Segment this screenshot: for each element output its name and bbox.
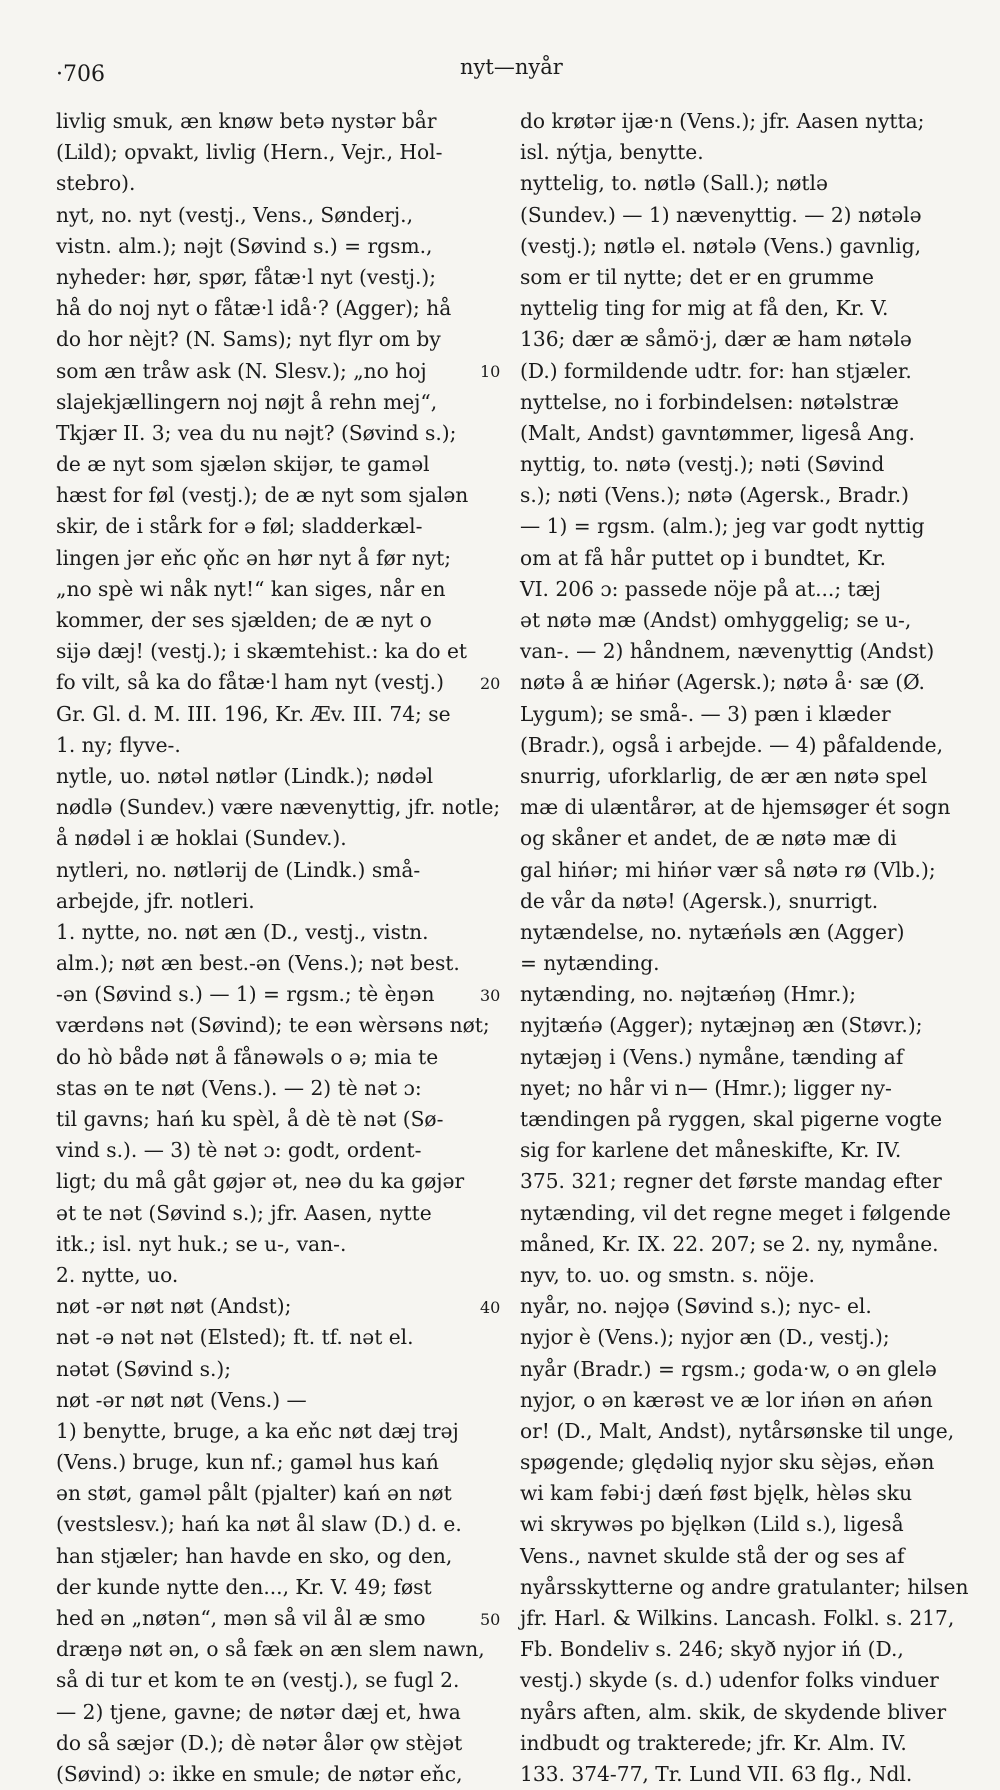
left-column-line: 1. ny; flyve-. — [56, 732, 181, 757]
right-column-line: Lygum); se små-. — 3) pæn i klæder — [520, 701, 891, 726]
left-column-line: nǝt -ə nǝt nǝt (Elsted); ft. tf. nǝt el. — [56, 1325, 414, 1350]
page-number: ·706 — [56, 62, 105, 87]
left-column-line: hæst for føl (vestj.); de æ nyt som sjalən — [56, 483, 469, 508]
right-column-line: sig for karlene det måneskifte, Kr. IV. — [520, 1138, 902, 1163]
line-number: 30 — [480, 985, 501, 1005]
left-column-line: „no spè wi nåk nyt!“ kan siges, når en — [56, 576, 446, 601]
left-column-line: de æ nyt som sjælən skijər, te gaməl — [56, 452, 430, 477]
right-column — [520, 106, 972, 1790]
left-column-line: 1) benytte, bruge, a ka eňc nøt dæj trǝj — [56, 1418, 459, 1443]
left-column-line: nǝtət (Søvind s.); — [56, 1356, 232, 1381]
left-column-line: slajekjællingern noj nøjt å rehn mej“, — [56, 389, 438, 414]
right-column-line: nyår (Bradr.) = rgsm.; goda·w, o ən glelə — [520, 1356, 937, 1381]
right-column-line: (vestj.); nøtlə el. nøtələ (Vens.) gavnlig, — [520, 233, 922, 258]
left-column-line: -ən (Søvind s.) — 1) = rgsm.; tè èŋən — [56, 982, 435, 1007]
right-column-line: nyttelig, to. nøtlə (Sall.); nøtlə — [520, 171, 828, 196]
right-column-line: og skåner et andet, de æ nøtə mæ di — [520, 826, 897, 851]
left-column-line: nøt -ər nøt nøt (Vens.) — — [56, 1387, 307, 1412]
right-column-line: som er til nytte; det er en grumme — [520, 264, 874, 289]
right-column-line: gal hińər; mi hińər vær så nøtə rø (Vlb.); — [520, 857, 936, 882]
left-column-line: itk.; isl. nyt huk.; se u-, van-. — [56, 1231, 347, 1256]
left-column-line: dræŋə nøt ən, o så fæk ən æn slem nawn, — [56, 1637, 485, 1662]
right-column-line: nyttelig ting for mig at få den, Kr. V. — [520, 296, 889, 321]
right-column-line: mæ di ulæntårər, at de hjemsøger ét sogn — [520, 795, 951, 820]
left-column-line: nytleri, no. nøtlərij de (Lindk.) små- — [56, 857, 421, 882]
right-column-line: nyårsskytterne og andre gratulanter; hilsen — [520, 1574, 969, 1599]
line-number: 10 — [480, 361, 501, 381]
left-column-line: 2. nytte, uo. — [56, 1262, 179, 1287]
right-column-line: nyårs aften, alm. skik, de skydende bliver — [520, 1699, 947, 1724]
left-column-line: stebro). — [56, 171, 136, 196]
right-column-line: nyjtæńə (Agger); nytæjnəŋ æn (Støvr.); — [520, 1013, 923, 1038]
right-column-line: s.); nøti (Vens.); nøtə (Agersk., Bradr.) — [520, 483, 910, 508]
left-column-line: — 2) tjene, gavne; de nøtər dæj et, hwa — [56, 1699, 461, 1724]
right-column-line: tændingen på ryggen, skal pigerne vogte — [520, 1107, 943, 1131]
right-column-line: jfr. Harl. & Wilkins. Lancash. Folkl. s. 217, — [520, 1606, 955, 1630]
left-column-line: alm.); nøt æn best.-ən (Vens.); nǝt best. — [56, 951, 460, 976]
left-column-line: ən støt, gaməl pålt (pjalter) kań ən nøt — [56, 1481, 452, 1506]
right-column-line: 133. 374-77, Tr. Lund VII. 63 flg., Ndl. — [520, 1761, 913, 1786]
left-column-line: han stjæler; han havde en sko, og den, — [56, 1543, 453, 1568]
right-column-line: måned, Kr. IX. 22. 207; se 2. ny, nymåne. — [520, 1231, 939, 1256]
right-column-line: indbudt og trakterede; jfr. Kr. Alm. IV. — [520, 1730, 907, 1755]
left-column-line: ət te nǝt (Søvind s.); jfr. Aasen, nytte — [56, 1200, 432, 1225]
right-column-line: nyjor è (Vens.); nyjor æn (D., vestj.); — [520, 1325, 890, 1350]
left-column-line: der kunde nytte den..., Kr. V. 49; føst — [56, 1574, 432, 1599]
right-column-line: wi kam fǝbi·j dæń føst bjęlk, hèləs sku — [520, 1481, 913, 1506]
right-column-line: van-. — 2) håndnem, nævenyttig (Andst) — [520, 639, 935, 664]
right-column-line: (Sundev.) — 1) nævenyttig. — 2) nøtələ — [520, 202, 922, 227]
right-column-line: (Malt, Andst) gavntømmer, ligeså Ang. — [520, 420, 915, 445]
right-column-line: nyv, to. uo. og smstn. s. nöje. — [520, 1262, 815, 1287]
right-column-line: nytænding, no. nǝjtæńəŋ (Hmr.); — [520, 982, 857, 1007]
line-number: 50 — [480, 1609, 501, 1629]
running-title: nyt—nyår — [460, 55, 563, 79]
right-column-line: 136; dær æ såmö·j, dær æ ham nøtələ — [520, 327, 912, 352]
right-column-line: nyet; no hår vi n— (Hmr.); ligger ny- — [520, 1075, 892, 1100]
left-column-line: hed ən „nøtən“, mən så vil ål æ smo — [56, 1606, 426, 1630]
left-column-line: (vestslesv.); hań ka nøt ål slaw (D.) d. e. — [56, 1512, 462, 1537]
left-column-line: do hor nèjt? (N. Sams); nyt flyr om by — [56, 327, 441, 352]
right-column-line: wi skrywəs po bjęlkən (Lild s.), ligeså — [520, 1512, 904, 1537]
right-column-line: = nytænding. — [520, 951, 660, 976]
left-column-line: nyheder: hør, spør, fåtæ·l nyt (vestj.); — [56, 264, 437, 289]
right-column-line: Vens., navnet skulde stå der og ses af — [520, 1543, 905, 1568]
right-column-line: VI. 206 ɔ: passede nöje på at...; tæj — [520, 576, 881, 601]
left-column-line: fo vilt, så ka do fåtæ·l ham nyt (vestj.) — [56, 670, 444, 695]
left-column-line: (Søvind) ɔ: ikke en smule; de nøtər eňc, — [56, 1761, 463, 1786]
left-column-line: lingen jər eňc ǫňc ən hør nyt å før nyt; — [56, 545, 452, 570]
right-column-line: snurrig, uforklarlig, de ær æn nøtə spel — [520, 763, 928, 788]
right-column-line: 375. 321; regner det første mandag efter — [520, 1169, 942, 1194]
left-column-line: til gavns; hań ku spèl, å dè tè nǝt (Sø- — [56, 1107, 444, 1131]
left-column-line: livlig smuk, æn knøw betə nystər bår — [56, 109, 437, 133]
right-column-line: (D.) formildende udtr. for: han stjæler. — [520, 358, 912, 383]
left-column-line: kommer, der ses sjælden; de æ nyt o — [56, 608, 432, 632]
left-column — [56, 106, 508, 1790]
right-column-line: nyttelse, no i forbindelsen: nøtəlstræ — [520, 389, 899, 414]
right-column-line: nytænding, vil det regne meget i følgende — [520, 1200, 951, 1225]
left-column-line: vistn. alm.); nǝjt (Søvind s.) = rgsm., — [56, 233, 433, 258]
right-column-line: (Bradr.), også i arbejde. — 4) påfaldende, — [520, 732, 943, 757]
left-column-line: Tkjær II. 3; vea du nu nǝjt? (Søvind s.); — [56, 420, 457, 445]
left-column-line: ligt; du må gåt gøjər ət, neə du ka gøjər — [56, 1169, 465, 1194]
right-column-line: nyttig, to. nøtə (vestj.); nǝti (Søvind — [520, 452, 885, 477]
left-column-line: så di tur et kom te ən (vestj.), se fugl 2. — [56, 1668, 460, 1693]
left-column-line: 1. nytte, no. nøt æn (D., vestj., vistn. — [56, 919, 429, 944]
right-column-line: nytændelse, no. nytæńəls æn (Agger) — [520, 919, 905, 944]
left-column-line: å nødəl i æ hoklai (Sundev.). — [56, 826, 347, 851]
line-number: 40 — [480, 1297, 501, 1317]
right-column-line: nyår, no. nǝjǫə (Søvind s.); nyc- el. — [520, 1294, 872, 1319]
left-column-line: do så sæjər (D.); dè nǝtər ålər ǫw stèjət — [56, 1730, 463, 1755]
right-column-line: do krøtər ijæ·n (Vens.); jfr. Aasen nytta; — [520, 109, 925, 133]
left-column-line: nytle, uo. nøtəl nøtlər (Lindk.); nødəl — [56, 763, 434, 788]
left-column-line: nyt, no. nyt (vestj., Vens., Sønderj., — [56, 202, 414, 227]
left-column-line: (Vens.) bruge, kun nf.; gaməl hus kań — [56, 1450, 439, 1475]
right-column-line: Fb. Bondeliv s. 246; skyð nyjor iń (D., — [520, 1637, 904, 1662]
left-column-line: sijə dæj! (vestj.); i skæmtehist.: ka do et — [56, 639, 468, 664]
right-column-line: ət nøtə mæ (Andst) omhyggelig; se u-, — [520, 608, 912, 632]
left-column-line: skir, de i stårk for ə føl; sladderkæl- — [56, 514, 423, 539]
right-column-line: vestj.) skyde (s. d.) udenfor folks vinduer — [520, 1668, 939, 1693]
left-column-line: hå do noj nyt o fåtæ·l idå·? (Agger); hå — [56, 296, 452, 321]
right-column-line: spøgende; ględəliq nyjor sku sèjəs, eňən — [520, 1450, 935, 1475]
left-column-line: stas ən te nøt (Vens.). — 2) tè nǝt ɔ: — [56, 1075, 422, 1100]
right-column-line: isl. nýtja, benytte. — [520, 140, 704, 165]
line-number: 20 — [480, 673, 501, 693]
right-column-line: nytæjəŋ i (Vens.) nymåne, tænding af — [520, 1044, 904, 1069]
left-column-line: værdəns nǝt (Søvind); te eən wèrsəns nøt; — [56, 1013, 490, 1038]
left-column-line: vind s.). — 3) tè nǝt ɔ: godt, ordent- — [56, 1138, 422, 1163]
left-column-line: nøt -ər nøt nøt (Andst); — [56, 1294, 292, 1319]
right-column-line: or! (D., Malt, Andst), nytårsønske til unge, — [520, 1418, 955, 1443]
right-column-line: nøtə å æ hińər (Agersk.); nøtə å· sæ (Ø. — [520, 670, 925, 695]
left-column-line: som æn tråw ask (N. Slesv.); „no hoj — [56, 358, 427, 383]
right-column-line: om at få hår puttet op i bundtet, Kr. — [520, 545, 887, 570]
left-column-line: arbejde, jfr. notleri. — [56, 888, 255, 913]
left-column-line: (Lild); opvakt, livlig (Hern., Vejr., Hol- — [56, 140, 443, 165]
right-column-line: — 1) = rgsm. (alm.); jeg var godt nyttig — [520, 514, 925, 539]
right-column-line: de vår da nøtə! (Agersk.), snurrigt. — [520, 888, 879, 913]
left-column-line: nødlə (Sundev.) være nævenyttig, jfr. notle; — [56, 795, 501, 820]
left-column-line: Gr. Gl. d. M. III. 196, Kr. Æv. III. 74; se — [56, 701, 451, 726]
left-column-line: do hò bådə nøt å fånəwəls o ə; mia te — [56, 1044, 439, 1069]
right-column-line: nyjor, o ən kærəst ve æ lor ińən ən ańən — [520, 1387, 933, 1412]
